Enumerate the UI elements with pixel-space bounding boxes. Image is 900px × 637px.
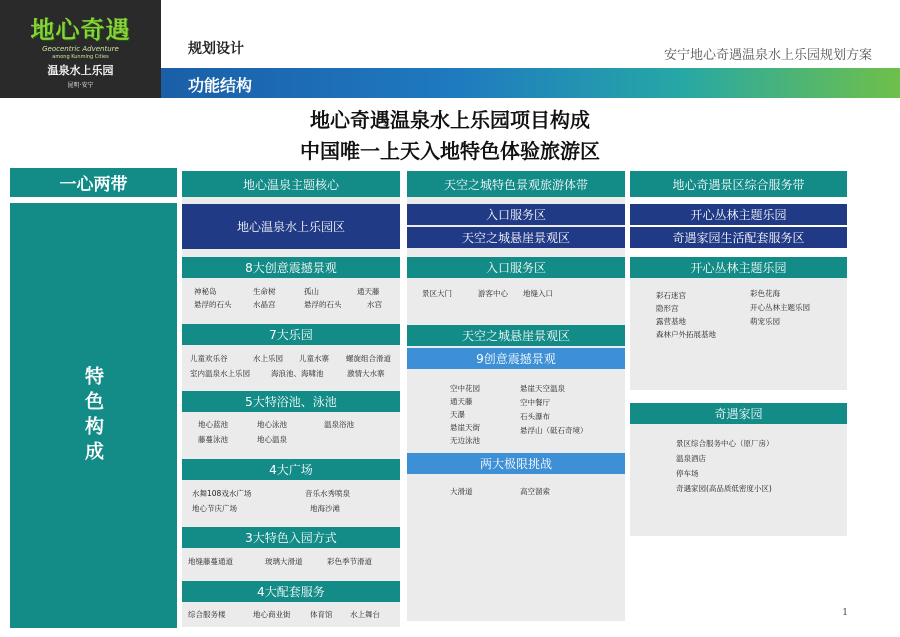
list-item: 悬崖天街 bbox=[450, 423, 480, 432]
list-item: 体育馆 bbox=[310, 610, 333, 619]
list-item: 空中餐厅 bbox=[520, 398, 550, 407]
list-item: 儿童水寨 bbox=[299, 354, 329, 363]
list-item: 地心温泉 bbox=[257, 435, 287, 444]
header-bar bbox=[161, 68, 900, 98]
logo-park-name: 温泉水上乐园 bbox=[47, 64, 114, 77]
list-item: 激情大水寨 bbox=[347, 369, 385, 378]
list-item: 悬浮山（砥石奇境） bbox=[520, 426, 588, 435]
col1-s2-header: 7大乐园 bbox=[182, 324, 400, 345]
list-item: 无边泳池 bbox=[450, 436, 480, 445]
list-item: 森林户外拓展基地 bbox=[656, 330, 716, 339]
list-item: 大滑道 bbox=[450, 487, 473, 496]
list-item: 通天藤 bbox=[450, 397, 473, 406]
col2-s1-header: 入口服务区 bbox=[407, 257, 625, 278]
logo-subtitle: Geocentric Adventure bbox=[42, 45, 119, 53]
list-item: 水上舞台 bbox=[350, 610, 380, 619]
list-item: 石头瀑布 bbox=[520, 412, 550, 421]
list-item: 景区大门 bbox=[422, 289, 452, 298]
list-item: 水上乐园 bbox=[253, 354, 283, 363]
col2-s4-header: 两大极限挑战 bbox=[407, 453, 625, 474]
list-item: 音乐水秀喷泉 bbox=[305, 489, 350, 498]
col1-s1-header: 8大创意震撼景观 bbox=[182, 257, 400, 278]
col1-header: 地心温泉主题核心 bbox=[182, 171, 400, 197]
col3-zone-1: 开心丛林主题乐园 bbox=[630, 204, 847, 225]
list-item: 景区综合服务中心（原厂房） bbox=[676, 439, 774, 448]
list-item: 停车场 bbox=[676, 469, 699, 478]
col2-zone-2: 天空之城悬崖景观区 bbox=[407, 227, 625, 248]
main-title-line-2: 中国唯一上天入地特色体验旅游区 bbox=[300, 139, 600, 163]
list-item: 露营基地 bbox=[656, 317, 686, 326]
list-item: 天瀑 bbox=[450, 410, 465, 419]
section-label: 规划设计 bbox=[188, 41, 244, 57]
left-body-panel bbox=[10, 203, 177, 628]
col2-header: 天空之城特色景观旅游体带 bbox=[407, 171, 625, 197]
col1-zone: 地心温泉水上乐园区 bbox=[182, 204, 400, 249]
list-item: 儿童欢乐谷 bbox=[190, 354, 228, 363]
list-item: 萌宠乐园 bbox=[750, 317, 780, 326]
list-item: 螺旋组合滑道 bbox=[346, 354, 391, 363]
logo-location: 昆明·安宁 bbox=[67, 82, 94, 89]
list-item: 生命树 bbox=[253, 287, 276, 296]
list-item: 地心蓝池 bbox=[198, 420, 228, 429]
list-item: 温泉浴池 bbox=[324, 420, 354, 429]
col3-s1-header: 开心丛林主题乐园 bbox=[630, 257, 847, 278]
bar-title: 功能结构 bbox=[188, 76, 253, 95]
list-item: 综合服务楼 bbox=[188, 610, 226, 619]
col3-s2-header: 奇遇家园 bbox=[630, 403, 847, 424]
list-item: 地心商业街 bbox=[253, 610, 291, 619]
col1-s6-header: 4大配套服务 bbox=[182, 581, 400, 602]
list-item: 地缝入口 bbox=[523, 289, 553, 298]
list-item: 地海沙滩 bbox=[310, 504, 340, 513]
list-item: 空中花园 bbox=[450, 384, 480, 393]
list-item: 室内温泉水上乐园 bbox=[190, 369, 250, 378]
list-item: 奇遇家园(高品质低密度小区) bbox=[676, 484, 772, 493]
list-item: 地缝藤蔓通道 bbox=[188, 557, 233, 566]
list-item: 彩石迷宫 bbox=[656, 291, 686, 300]
col1-s3-header: 5大特浴池、泳池 bbox=[182, 391, 400, 412]
list-item: 水舞108戏水广场 bbox=[192, 489, 252, 498]
col1-s5-header: 3大特色入园方式 bbox=[182, 527, 400, 548]
list-item: 神秘岛 bbox=[194, 287, 217, 296]
col2-s2-header: 天空之城悬崖景观区 bbox=[407, 325, 625, 346]
col2-zone-1: 入口服务区 bbox=[407, 204, 625, 225]
logo bbox=[0, 0, 161, 98]
list-item: 水晶宫 bbox=[253, 300, 276, 309]
list-item: 悬浮的石头 bbox=[194, 300, 232, 309]
left-body-label: 特色构成 bbox=[82, 365, 104, 466]
list-item: 玻璃大滑道 bbox=[265, 557, 303, 566]
left-header: 一心两带 bbox=[10, 168, 177, 197]
list-item: 隐形宫 bbox=[656, 304, 679, 313]
list-item: 彩色季节滑道 bbox=[327, 557, 372, 566]
list-item: 温泉酒店 bbox=[676, 454, 706, 463]
col1-s4-header: 4大广场 bbox=[182, 459, 400, 480]
main-title-line-1: 地心奇遇温泉水上乐园项目构成 bbox=[310, 108, 590, 132]
list-item: 彩色花海 bbox=[750, 289, 780, 298]
logo-subtitle-2: among Kunming Cities bbox=[52, 54, 109, 60]
list-item: 通天藤 bbox=[357, 287, 380, 296]
list-item: 水宫 bbox=[367, 300, 382, 309]
col3-zone-2: 奇遇家园生活配套服务区 bbox=[630, 227, 847, 248]
list-item: 藤蔓泳池 bbox=[198, 435, 228, 444]
col3-header: 地心奇遇景区综合服务带 bbox=[630, 171, 847, 197]
list-item: 地心泳池 bbox=[257, 420, 287, 429]
list-item: 地心节庆广场 bbox=[192, 504, 237, 513]
list-item: 孤山 bbox=[304, 287, 319, 296]
col2-s3-header: 9创意震撼景观 bbox=[407, 348, 625, 369]
logo-main-text: 地心奇遇 bbox=[30, 16, 131, 44]
list-item: 高空溜索 bbox=[520, 487, 550, 496]
list-item: 悬浮的石头 bbox=[304, 300, 342, 309]
list-item: 海浪池、海啸池 bbox=[271, 369, 324, 378]
list-item: 悬崖天空温泉 bbox=[520, 384, 565, 393]
list-item: 游客中心 bbox=[478, 289, 508, 298]
list-item: 开心丛林主题乐园 bbox=[750, 303, 810, 312]
page-number: 1 bbox=[842, 608, 848, 618]
project-title: 安宁地心奇遇温泉水上乐园规划方案 bbox=[663, 48, 872, 63]
